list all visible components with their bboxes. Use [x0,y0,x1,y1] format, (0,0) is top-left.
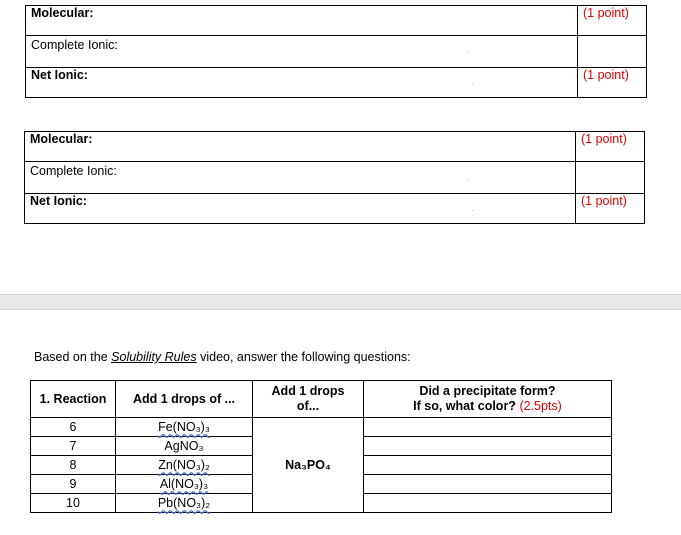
answer-cell[interactable] [364,437,612,456]
answer-cell[interactable] [364,456,612,475]
compound-name: Al(NO₃)₃ [159,477,209,491]
reagent-cell: Na₃PO₄ [253,418,364,513]
add-drops-header-2: Add 1 drops of... [253,381,364,418]
answer-cell[interactable] [364,418,612,437]
cursor-dot [472,210,473,211]
cursor-dot [472,84,473,85]
equation-block-1 [25,5,647,98]
compound-cell [116,437,253,456]
answer-cell[interactable] [364,494,612,513]
compound-name: Pb(NO₃)₂ [157,496,211,510]
compound-name: Fe(NO₃)₃ [158,420,210,434]
complete-ionic-cell[interactable] [26,36,578,68]
molecular-label: Molecular: [30,132,93,146]
molecular-label: Molecular: [31,6,94,20]
reaction-number: 8 [31,456,116,475]
compound-name: AgNO₃ [164,439,204,453]
compound-cell [116,418,253,437]
complete-ionic-label: Complete Ionic: [31,38,118,52]
reaction-number: 6 [31,418,116,437]
page-break-band [0,294,681,310]
cursor-dot [468,179,469,180]
add-drops-header: Add 1 drops of ... [116,381,253,418]
reaction-number: 7 [31,437,116,456]
molecular-points: (1 point) [578,6,647,36]
molecular-cell[interactable] [26,6,578,36]
reaction-header: 1. Reaction [31,381,116,418]
molecular-points: (1 point) [576,132,645,162]
complete-ionic-points-cell [576,162,645,194]
answer-cell[interactable] [364,475,612,494]
net-ionic-cell[interactable] [25,194,576,224]
precipitate-points: (2.5pts) [519,399,562,413]
reaction-table [30,380,612,513]
intro-text: Based on the Solubility Rules video, answer the following questions: [34,350,411,364]
net-ionic-points: (1 point) [576,194,645,224]
compound-name: Zn(NO₃)₂ [158,458,210,472]
reaction-number: 9 [31,475,116,494]
table-row [31,418,612,437]
compound-cell [116,475,253,494]
net-ionic-cell[interactable] [26,68,578,98]
solubility-rules-link[interactable]: Solubility Rules [111,350,197,364]
reaction-number: 10 [31,494,116,513]
cursor-dot [468,52,469,53]
complete-ionic-points-cell [578,36,647,68]
equation-block-2 [24,131,645,224]
net-ionic-label: Net Ionic: [30,194,87,208]
complete-ionic-cell[interactable] [25,162,576,194]
net-ionic-points: (1 point) [578,68,647,98]
compound-cell [116,494,253,513]
compound-cell [116,456,253,475]
complete-ionic-label: Complete Ionic: [30,164,117,178]
molecular-cell[interactable] [25,132,576,162]
net-ionic-label: Net Ionic: [31,68,88,82]
precipitate-header: Did a precipitate form? If so, what color? (2.5pts) [364,381,612,418]
